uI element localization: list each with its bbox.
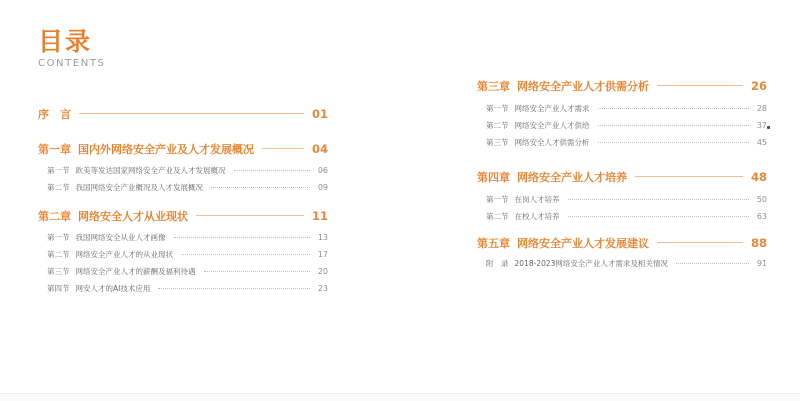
page-number: 28 [756,103,767,113]
chapter-label: 第二章 [38,209,71,223]
section-label: 第一节 [47,165,70,175]
leader-line [262,148,304,149]
page-number: 63 [756,211,767,221]
section-label: 第三节 [47,266,70,276]
section-label: 第二节 [47,182,70,192]
leader-dots [158,288,309,289]
section-title: 网安人才的AI技术应用 [75,283,151,293]
chapter-label: 第一章 [38,142,71,156]
page-number: 06 [317,165,328,175]
page-number: 01 [311,106,328,121]
leader-dots [598,142,749,143]
page-number: 17 [317,249,328,259]
toc-row-section-2-2[interactable] [38,249,328,259]
leader-dots [568,216,749,217]
leader-line [79,113,304,114]
page-title: 目录 [38,27,93,56]
chapter-title: 网络安全产业人才供需分析 [517,79,649,93]
leader-dots [676,263,749,264]
section-label: 第二节 [486,120,509,130]
page-number: 50 [756,194,767,204]
chapter-label: 第五章 [477,236,510,250]
toc-row-section-4-2[interactable] [477,211,767,221]
section-title: 网络安全产业人才的从业现状 [75,249,173,259]
section-title: 在岗人才培养 [514,194,560,204]
section-label: 第二节 [486,211,509,221]
toc-row-section-2-3[interactable] [38,266,328,276]
chapter-title: 网络安全人才从业现状 [78,209,188,223]
chapter-label: 第四章 [477,170,510,184]
page-number: 26 [750,78,767,93]
toc-row-chapter-1[interactable] [38,141,328,156]
page-subtitle: CONTENTS [38,57,106,69]
toc-row-section-1-1[interactable] [38,165,328,175]
section-title: 欧美等发达国家网络安全产业及人才发展概况 [75,165,226,175]
page-number: 04 [311,141,328,156]
section-title: 网络安全人才供需分析 [514,137,590,147]
toc-row-section-1-2[interactable] [38,182,328,192]
chapter-title: 国内外网络安全产业及人才发展概况 [78,142,254,156]
leader-dots [211,187,310,188]
appendix-title: 2018-2023网络安全产业人才需求及相关情况 [514,258,668,268]
section-title: 我国网络安全从业人才画像 [75,232,166,242]
page-number: 91 [756,258,767,268]
toc-row-section-3-1[interactable] [477,103,767,113]
leader-line [196,215,304,216]
page-number: 20 [317,266,328,276]
toc-header [38,28,106,69]
page-number: 11 [311,208,328,223]
leader-line [657,85,743,86]
section-title: 我国网络安全产业概况及人才发展概况 [75,182,203,192]
section-title: 网络安全产业人才供给 [514,120,590,130]
leader-dots [181,254,310,255]
leader-dots [174,237,310,238]
page-number: 37 [756,120,767,130]
page-number: 48 [750,169,767,184]
chapter-title: 网络安全产业人才发展建议 [517,236,649,250]
section-label: 第一节 [486,194,509,204]
section-label: 第一节 [47,232,70,242]
toc-row-section-2-1[interactable] [38,232,328,242]
page-number: 88 [750,235,767,250]
section-title: 网络安全产业人才的薪酬及福利待遇 [75,266,196,276]
section-title: 网络安全产业人才需求 [514,103,590,113]
toc-row-chapter-3[interactable] [477,78,767,93]
page-number: 23 [317,283,328,293]
section-label: 第一节 [486,103,509,113]
toc-row-preface[interactable] [38,106,328,121]
page-number: 45 [756,137,767,147]
section-label: 第四节 [47,283,70,293]
leader-line [635,176,743,177]
toc-row-chapter-4[interactable] [477,169,767,184]
toc-column-right [477,78,767,275]
section-title: 在校人才培养 [514,211,560,221]
toc-row-section-2-4[interactable] [38,283,328,293]
section-label: 第三节 [486,137,509,147]
leader-dots [598,108,749,109]
toc-row-section-3-3[interactable] [477,137,767,147]
appendix-label: 附 录 [486,258,509,268]
toc-row-section-3-2[interactable] [477,120,767,130]
leader-dots [204,271,310,272]
leader-dots [598,125,749,126]
leader-dots [234,170,310,171]
leader-dots [568,199,749,200]
toc-row-chapter-2[interactable] [38,208,328,223]
preface-label: 序 言 [38,107,71,121]
section-label: 第二节 [47,249,70,259]
toc-column-left [38,106,328,300]
chapter-label: 第三章 [477,79,510,93]
scan-artifact-dot [767,126,770,129]
page-number: 13 [317,232,328,242]
leader-line [657,242,743,243]
page-number: 09 [317,182,328,192]
toc-row-appendix[interactable] [477,258,767,268]
toc-row-section-4-1[interactable] [477,194,767,204]
toc-row-chapter-5[interactable] [477,235,767,250]
chapter-title: 网络安全产业人才培养 [517,170,627,184]
